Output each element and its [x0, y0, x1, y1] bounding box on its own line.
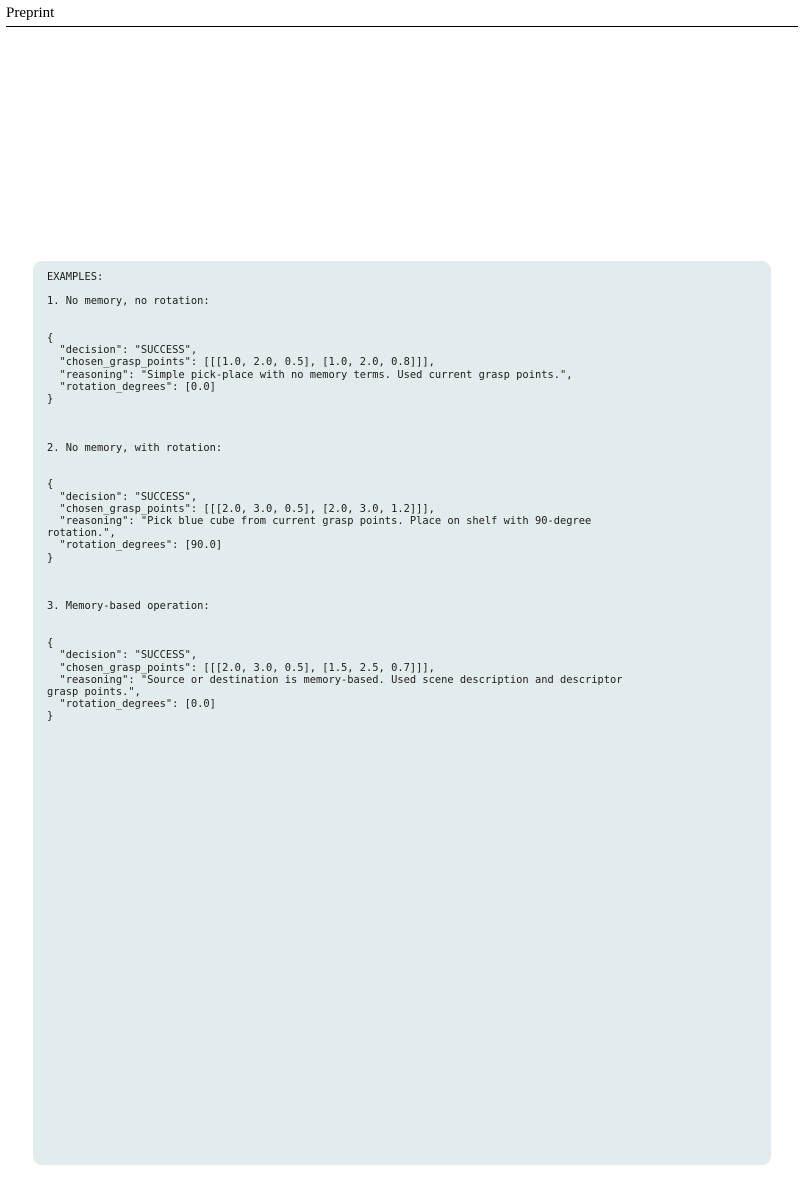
code-line: "rotation_degrees": [0.0]: [47, 380, 216, 393]
code-line: grasp points.",: [47, 685, 141, 698]
code-line: "reasoning": "Source or destination is memory-based. Used scene description and descriptor: [47, 673, 623, 686]
code-line: "reasoning": "Pick blue cube from current grasp points. Place on shelf with 90-degree: [47, 515, 592, 528]
code-line: "reasoning": "Simple pick-place with no memory terms. Used current grasp points.",: [47, 368, 573, 381]
code-line: 3. Memory-based operation:: [47, 600, 210, 613]
code-line: {: [47, 478, 54, 491]
code-line: {: [47, 332, 54, 345]
code-line: "decision": "SUCCESS",: [47, 344, 198, 357]
code-line: rotation.",: [47, 527, 116, 540]
code-listing: [47, 271, 771, 723]
code-line: "decision": "SUCCESS",: [47, 490, 198, 503]
code-line: {: [47, 637, 54, 650]
code-line: }: [47, 393, 54, 406]
code-listing-box: [33, 261, 771, 1165]
code-line: "chosen_grasp_points": [[[1.0, 2.0, 0.5], [1.0, 2.0, 0.8]]],: [47, 356, 435, 369]
code-line: }: [47, 551, 54, 564]
code-line: "chosen_grasp_points": [[[2.0, 3.0, 0.5], [2.0, 3.0, 1.2]]],: [47, 502, 435, 515]
code-line: 1. No memory, no rotation:: [47, 295, 210, 308]
code-line: "decision": "SUCCESS",: [47, 649, 198, 662]
running-header: Preprint: [6, 5, 55, 21]
code-line: "rotation_degrees": [0.0]: [47, 698, 216, 711]
header-rule: [6, 26, 798, 27]
code-line: "chosen_grasp_points": [[[2.0, 3.0, 0.5], [1.5, 2.5, 0.7]]],: [47, 661, 435, 674]
code-line: "rotation_degrees": [90.0]: [47, 539, 223, 552]
code-line: }: [47, 710, 54, 723]
code-line: EXAMPLES:: [47, 271, 104, 283]
code-line: 2. No memory, with rotation:: [47, 441, 223, 454]
